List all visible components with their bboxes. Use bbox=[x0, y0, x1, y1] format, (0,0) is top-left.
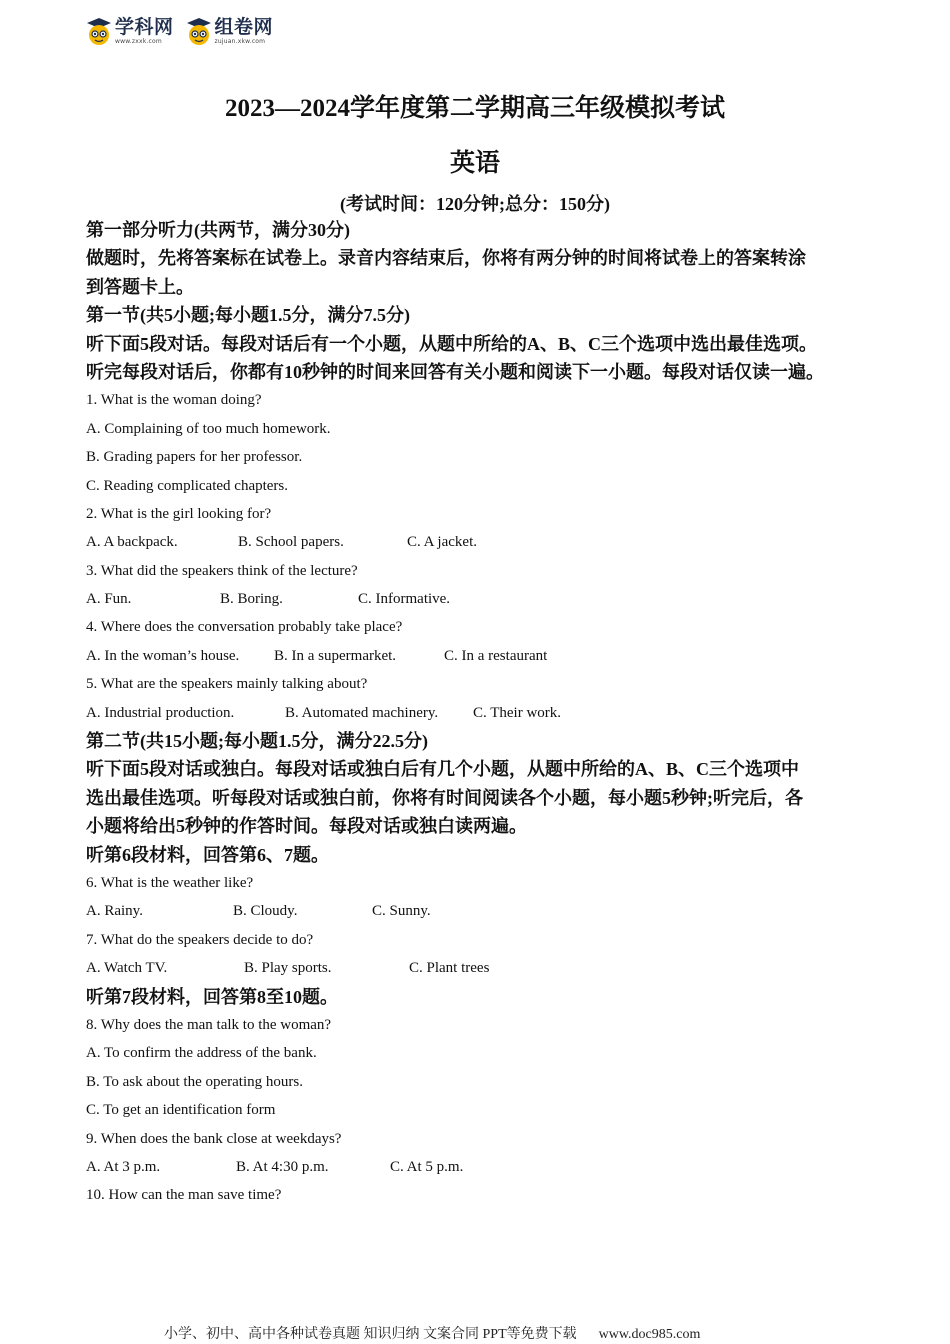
option: C. Reading complicated chapters. bbox=[86, 477, 289, 494]
options-row bbox=[86, 699, 886, 727]
question-7: 7. What do the speakers decide to do? bbox=[86, 931, 314, 948]
option: B. To ask about the operating hours. bbox=[86, 1073, 303, 1090]
options-row bbox=[86, 585, 886, 613]
question-8: 8. Why does the man talk to the woman? bbox=[86, 1016, 332, 1033]
mascot-icon bbox=[186, 16, 212, 46]
question-6: 6. What is the weather like? bbox=[86, 874, 254, 891]
option: C. Plant trees bbox=[409, 960, 490, 977]
question-4: 4. Where does the conversation probably take place? bbox=[86, 619, 403, 636]
option: A. To confirm the address of the bank. bbox=[86, 1045, 317, 1062]
material-heading: 听第7段材料，回答第8至10题。 bbox=[86, 986, 338, 1007]
question-1: 1. What is the woman doing? bbox=[86, 392, 262, 409]
question-2: 2. What is the girl looking for? bbox=[86, 505, 272, 522]
question-5: 5. What are the speakers mainly talking about? bbox=[86, 676, 368, 693]
options-row bbox=[86, 1153, 886, 1181]
option: B. Boring. bbox=[220, 591, 283, 608]
part1-instruction: 到答题卡上。 bbox=[86, 276, 194, 297]
option: B. School papers. bbox=[238, 534, 344, 551]
page-footer bbox=[164, 1323, 722, 1343]
option: C. Sunny. bbox=[372, 903, 431, 920]
question-3: 3. What did the speakers think of the lecture? bbox=[86, 562, 358, 579]
option: C. To get an identification form bbox=[86, 1102, 276, 1119]
part1-instruction: 做题时，先将答案标在试卷上。录音内容结束后，你将有两分钟的时间将试卷上的答案转涂 bbox=[86, 248, 806, 269]
part1-heading: 第一部分听力(共两节，满分30分) bbox=[86, 220, 350, 240]
logo-title: 学科网 bbox=[115, 15, 174, 38]
option: A. Watch TV. bbox=[86, 960, 168, 977]
option: A. Fun. bbox=[86, 591, 132, 608]
option: C. In a restaurant bbox=[444, 647, 548, 664]
options-row bbox=[86, 642, 886, 670]
logo-url: www.zxxk.com bbox=[115, 37, 162, 45]
header-logos bbox=[86, 14, 273, 48]
option: C. Informative. bbox=[358, 591, 451, 608]
mascot-icon bbox=[86, 16, 112, 46]
subject-title: 英语 bbox=[449, 150, 500, 177]
option: C. At 5 p.m. bbox=[390, 1158, 464, 1175]
option: A. A backpack. bbox=[86, 534, 178, 551]
logo-title: 组卷网 bbox=[214, 15, 274, 38]
option: A. At 3 p.m. bbox=[86, 1158, 161, 1175]
exam-title: 2023—2024学年度第二学期高三年级模拟考试 bbox=[224, 95, 725, 122]
options-row bbox=[86, 954, 886, 982]
option: C. A jacket. bbox=[407, 534, 477, 551]
section2-heading: 第二节(共15小题;每小题1.5分，满分22.5分) bbox=[86, 731, 428, 752]
option: B. In a supermarket. bbox=[274, 647, 397, 664]
section1-instruction: 听完每段对话后，你都有10秒钟的时间来回答有关小题和阅读下一小题。每段对话仅读一遍。 bbox=[86, 361, 824, 382]
option: B. Play sports. bbox=[244, 960, 332, 977]
option: B. Grading papers for her professor. bbox=[86, 449, 303, 466]
options-row bbox=[86, 897, 886, 925]
option: A. Complaining of too much homework. bbox=[86, 420, 331, 437]
section1-instruction: 听下面5段对话。每段对话后有一个小题，从题中所给的A、B、C三个选项中选出最佳选项。 bbox=[86, 333, 817, 354]
section2-instruction: 选出最佳选项。听每段对话或独白前，你将有时间阅读各个小题，每小题5秒钟;听完后，各 bbox=[86, 787, 803, 808]
exam-content bbox=[86, 216, 886, 1210]
material-heading: 听第6段材料，回答第6、7题。 bbox=[86, 844, 329, 865]
section2-instruction: 听下面5段对话或独白。每段对话或独白后有几个小题，从题中所给的A、B、C三个选项中 bbox=[86, 759, 799, 780]
question-9: 9. When does the bank close at weekdays? bbox=[86, 1130, 342, 1147]
option: A. Rainy. bbox=[86, 903, 143, 920]
option: B. Cloudy. bbox=[233, 903, 298, 920]
option: C. Their work. bbox=[473, 704, 562, 721]
options-row bbox=[86, 528, 886, 556]
zujuanwang-logo[interactable] bbox=[186, 16, 274, 46]
logo-url: zujuan.xkw.com bbox=[214, 37, 266, 45]
question-10: 10. How can the man save time? bbox=[86, 1187, 282, 1204]
footer-text: 小学、初中、高中各种试卷真题 知识归纳 文案合同 PPT等免费下载 bbox=[164, 1327, 577, 1342]
option: A. In the woman’s house. bbox=[86, 647, 240, 664]
option: B. At 4:30 p.m. bbox=[236, 1158, 329, 1175]
option: A. Industrial production. bbox=[86, 704, 235, 721]
section1-heading: 第一节(共5小题;每小题1.5分，满分7.5分) bbox=[86, 305, 410, 326]
footer-url[interactable]: www.doc985.com bbox=[598, 1327, 701, 1342]
exam-info: (考试时间：120分钟;总分：150分) bbox=[340, 194, 610, 214]
xuekewang-logo[interactable] bbox=[86, 16, 174, 46]
option: B. Automated machinery. bbox=[285, 704, 439, 721]
section2-instruction: 小题将给出5秒钟的作答时间。每段对话或独白读两遍。 bbox=[86, 816, 527, 837]
